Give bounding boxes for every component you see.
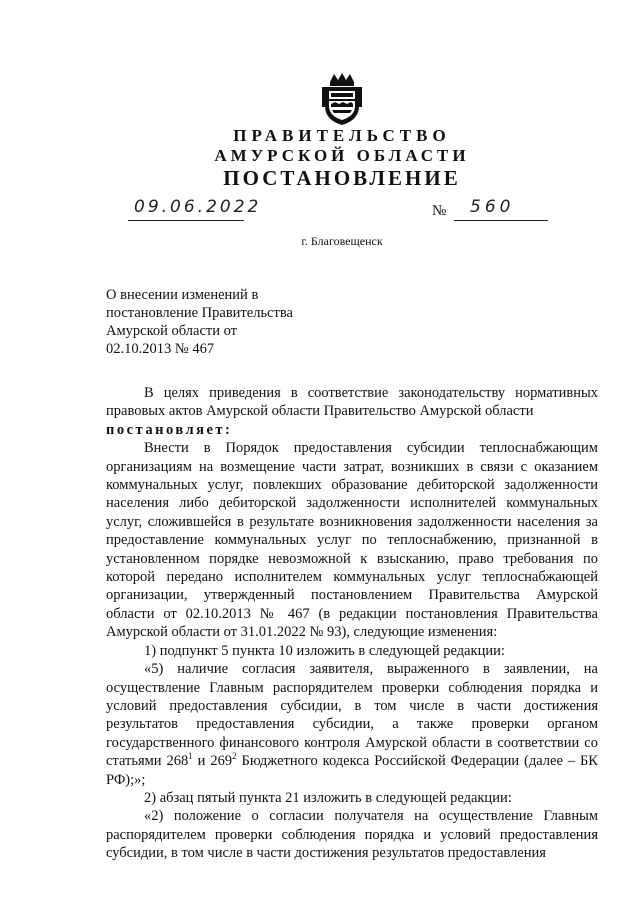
title-line: Амурской области от: [106, 323, 238, 339]
document-type: ПОСТАНОВЛЕНИЕ: [223, 166, 461, 190]
document-title: [106, 286, 366, 358]
item-1-text-start: «5) наличие согласия заявителя, выраженного в заявлении, на осуществление Главным распорядителем проверки соблюдения порядка и условий предоставления субсидии, в том числе в части достижения результатов предоставления субсидии, а также проверки органом государственного финансового контроля Амурской области в соответствии со статьями 268: [106, 661, 598, 770]
resolves-word: постановляет:: [106, 421, 233, 438]
city: г. Благовещенск: [301, 234, 383, 248]
title-line: О внесении изменений в: [106, 287, 259, 303]
document-body: [106, 384, 598, 863]
item-1-text-mid: и 269: [192, 753, 233, 770]
document-date: 09.06.2022: [134, 197, 262, 217]
superscript: 1: [188, 751, 193, 762]
government-name-line2: АМУРСКОЙ ОБЛАСТИ: [214, 146, 470, 165]
government-name-line1: ПРАВИТЕЛЬСТВО: [233, 126, 451, 145]
date-underline: [128, 220, 244, 221]
paragraph-item-2-text: «2) положение о согласии получателя на осуществление Главным распорядителем проверки соблюдения порядка и условий предоставления субсидии, в том числе в части достижения результатов предоставления: [106, 808, 598, 862]
title-line: постановление Правительства: [106, 305, 293, 321]
paragraph-item-1-text: [106, 660, 598, 789]
title-line: 02.10.2013 № 467: [106, 341, 215, 357]
number-underline: [454, 220, 548, 221]
paragraph-amendment: Внести в Порядок предоставления субсидии теплоснабжающим организациям на возмещение части затрат, возникших в связи с оказанием коммунальных услуг, повлекших образование дебиторской задолженности населения либо дебиторской задолженности исполнителей коммунальных услуг, сложившейся в результате возникновения задолженности населения за предоставление коммунальных услуг по теплоснабжению, признанной в установленном порядке невозможной к взысканию, право требования по которой передано исполнителем коммунальных услуг теплоснабжающей организации, утвержденный постановлением Правительства Амурской области от 02.10.2013 № 467 (в редакции постановления Правительства Амурской области от 31.01.2022 № 93), следующие изменения:: [106, 440, 598, 641]
paragraph-item-1: 1) подпункт 5 пункта 10 изложить в следующей редакции:: [144, 642, 505, 659]
coat-of-arms-icon: [319, 72, 365, 126]
item-1-text-end: Бюджетного кодекса Российской Федерации (далее – БК РФ);»;: [106, 753, 598, 788]
paragraph-item-2: 2) абзац пятый пункта 21 изложить в следующей редакции:: [144, 789, 512, 806]
superscript: 2: [232, 751, 237, 762]
document-number: 560: [470, 197, 515, 217]
paragraph-preamble: В целях приведения в соответствие законодательству нормативных правовых актов Амурской области Правительство Амурской области: [106, 385, 598, 420]
number-sign: №: [432, 203, 447, 219]
